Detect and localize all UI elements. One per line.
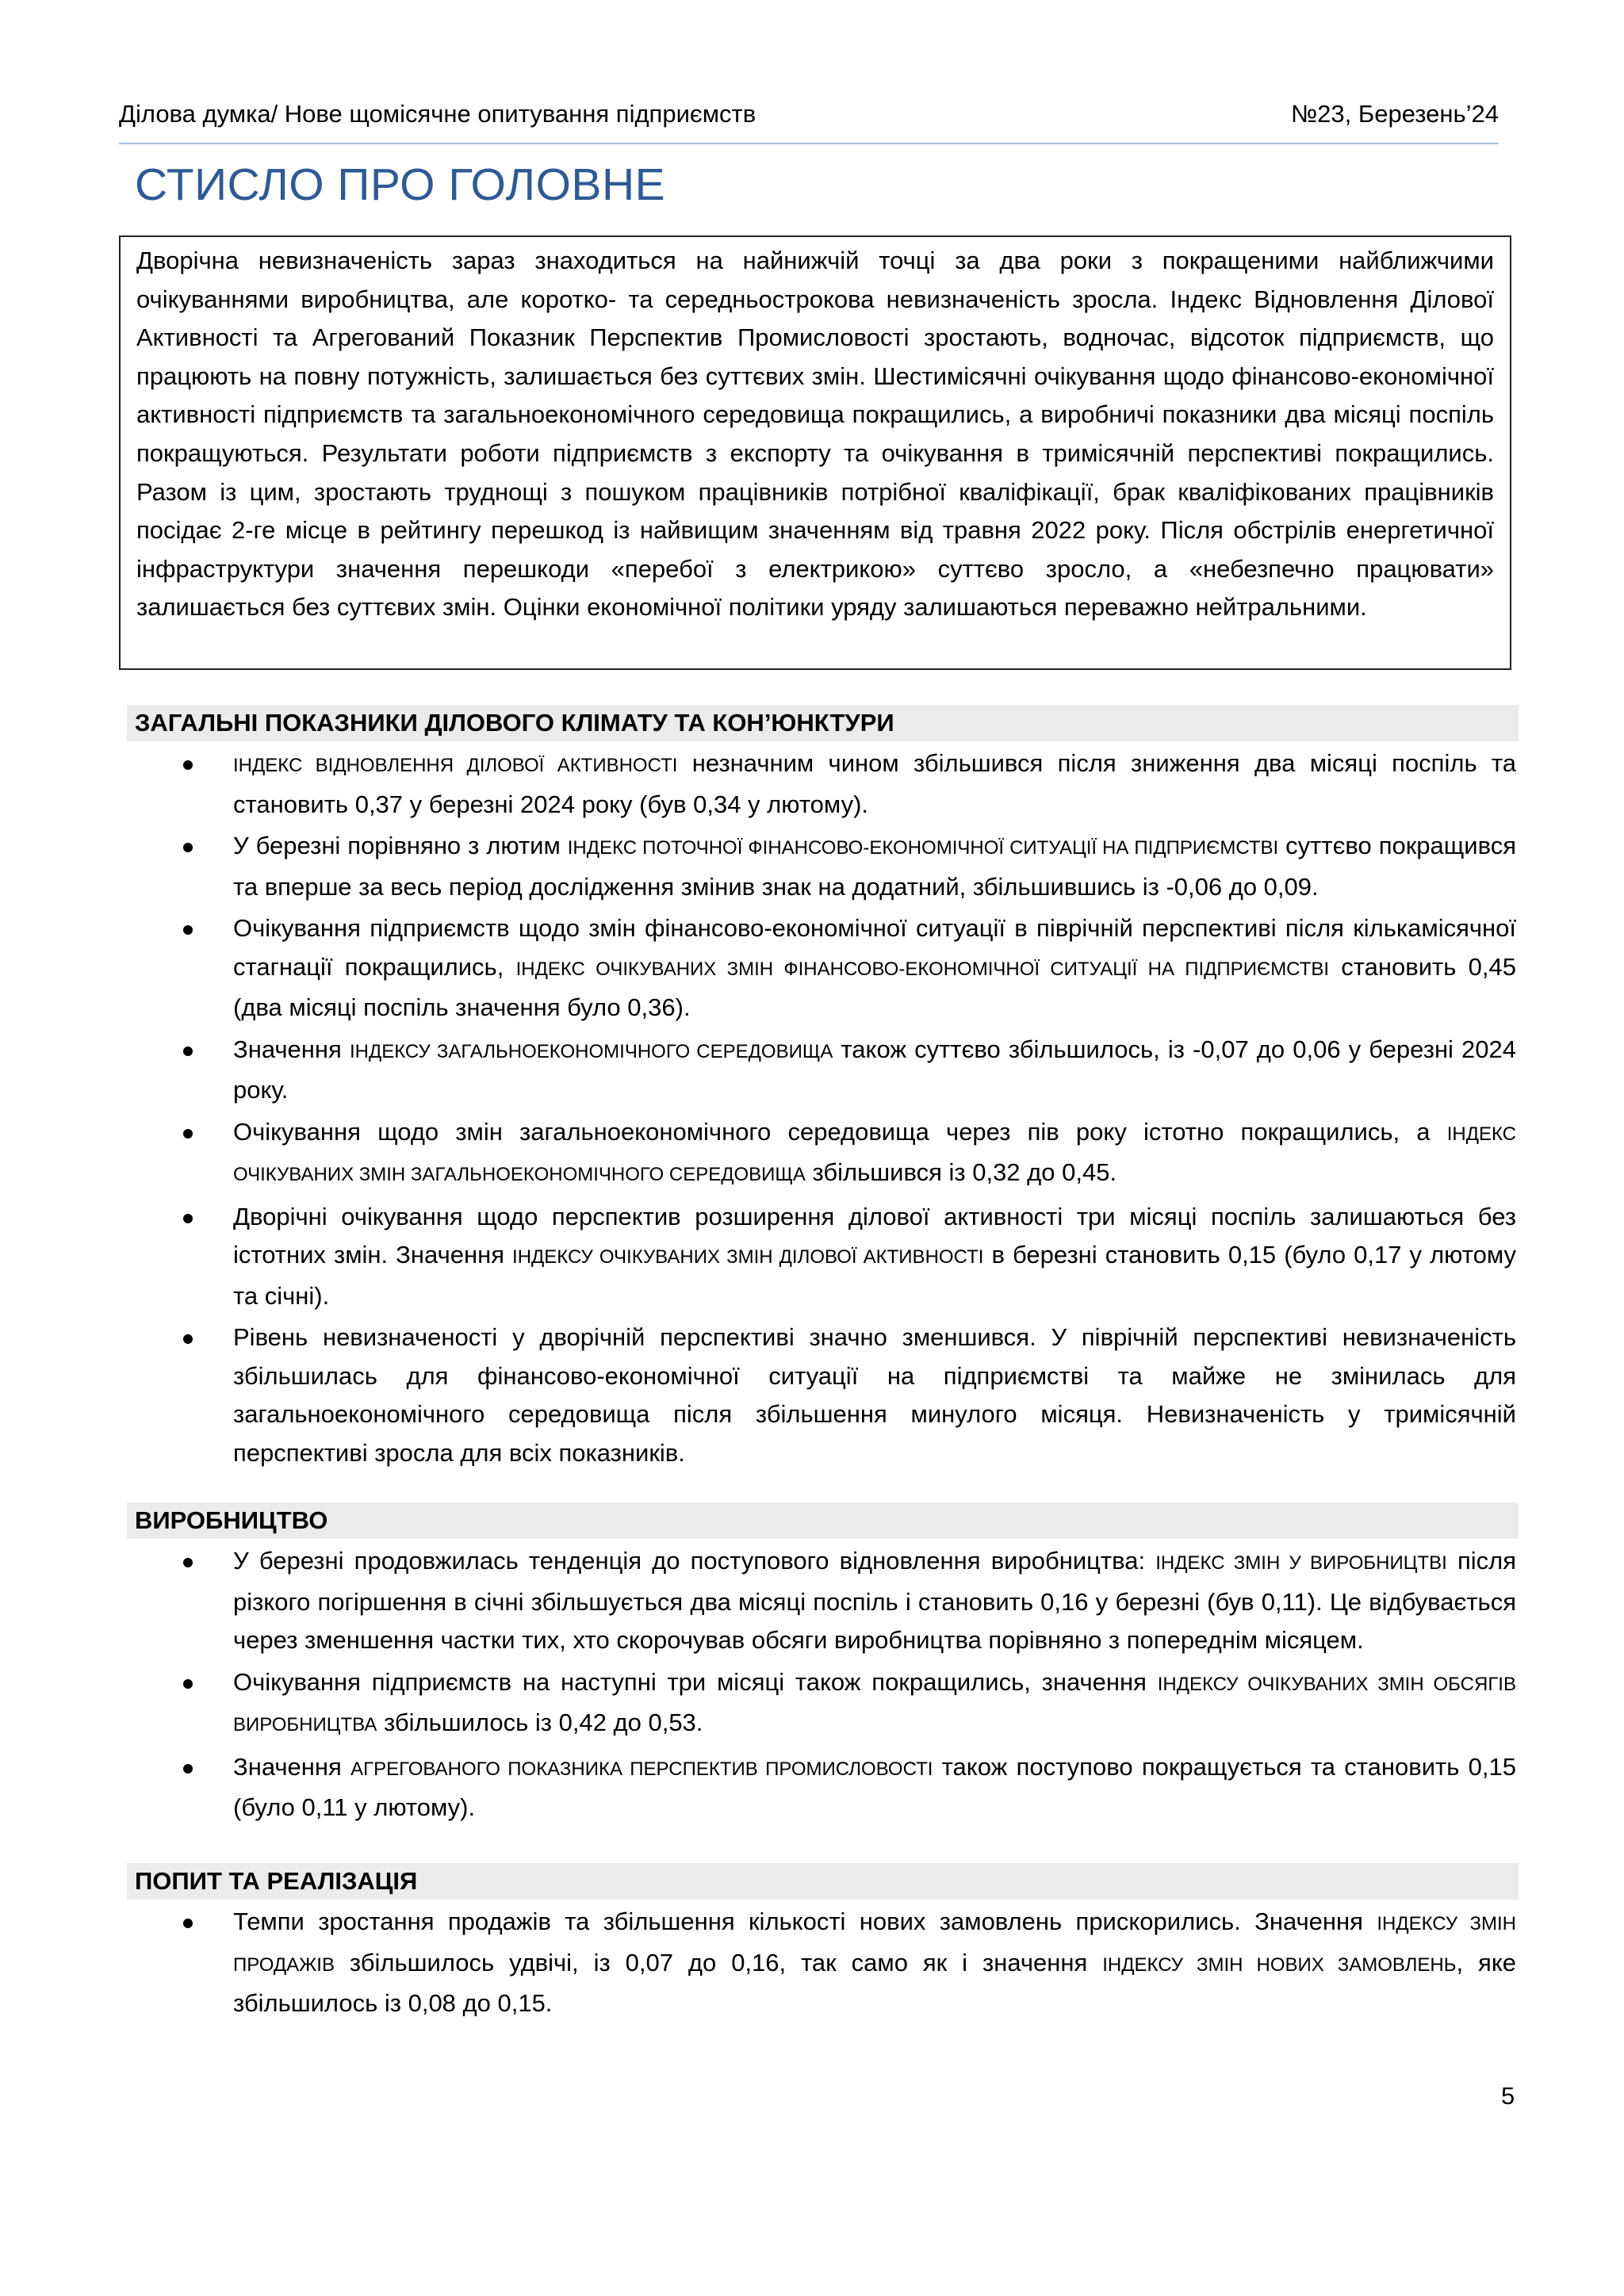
bullet-icon — [183, 1764, 193, 1774]
list-item: Очікування підприємств щодо змін фінансово-економічної ситуації в піврічній перспективі після кількамісячної стагнації покращились, ІНДЕКС ОЧІКУВАНИХ ЗМІН ФІНАНСОВО-ЕКОНОМІЧНОЇ СИТУАЦІЇ НА ПІДПРИЄМСТВІ становить 0,45 (два місяці поспіль значення було 0,36). — [127, 909, 1516, 1027]
list-item: Значення ІНДЕКСУ ЗАГАЛЬНОЕКОНОМІЧНОГО СЕРЕДОВИЩА також суттєво збільшилось, із -0,07 до 0,06 у березні 2024 року. — [127, 1031, 1516, 1110]
production-list — [127, 1542, 1516, 1831]
list-item: Очікування підприємств на наступні три місяці також покращились, значення ІНДЕКСУ ОЧІКУВАНИХ ЗМІН ОБСЯГІВ ВИРОБНИЦТВА збільшилось із 0,42 до 0,53. — [127, 1663, 1516, 1745]
bullet-icon — [183, 1919, 193, 1928]
bullet-icon — [183, 760, 193, 770]
page-number: 5 — [1501, 2082, 1515, 2110]
bullet-icon — [183, 925, 193, 935]
list-item: Очікування щодо змін загальноекономічного середовища через пів року істотно покращились, а ІНДЕКС ОЧІКУВАНИХ ЗМІН ЗАГАЛЬНОЕКОНОМІЧНОГО СЕРЕДОВИЩА збільшився із 0,32 до 0,45. — [127, 1113, 1516, 1195]
bullet-icon — [183, 1679, 193, 1689]
header-issue: №23, Березень’24 — [1290, 100, 1499, 128]
list-item: Рівень невизначеності у дворічній перспективі значно зменшився. У піврічній перспективі невизначеність збільшилась для фінансово-економічної ситуації на підприємстві та майже не змінилась для загальноекономічного середовища після збільшення минулого місяця. Невизначеність у тримісячній перспективі зросла для всіх показників. — [127, 1318, 1516, 1472]
bullet-icon — [183, 1334, 193, 1344]
bullet-icon — [183, 1047, 193, 1056]
page-title: СТИСЛО ПРО ГОЛОВНЕ — [135, 159, 666, 210]
section-heading-demand-sales: ПОПИТ ТА РЕАЛІЗАЦІЯ — [127, 1863, 1519, 1900]
summary-box: Дворічна невизначеність зараз знаходиться на найнижчій точці за два роки з покращеними найближчими очікуваннями виробництва, але коротко- та середньострокова невизначеність зросла. Індекс Відновлення Ділової Активності та Агрегований Показник Перспектив Промисловості зростають, водночас, відсоток підприємств, що працюють на повну потужність, залишається без суттєвих змін. Шестимісячні очікування щодо фінансово-економічної активності підприємств та загальноекономічного середовища покращились, а виробничі показники два місяці поспіль покращуються. Результати роботи підприємств з експорту та очікування в тримісячній перспективі покращились. Разом із цим, зростають труднощі з пошуком працівників потрібної кваліфікації, брак кваліфікованих працівників посідає 2-ге місце в рейтингу перешкод із найвищим значенням від травня 2022 року. Після обстрілів енергетичної інфраструктури значення перешкоди «перебої з електрикою» суттєво зросло, а «небезпечно працювати» залишається без суттєвих змін. Оцінки економічної політики уряду залишаються переважно нейтральними. — [119, 235, 1511, 670]
list-item: У березні порівняно з лютим ІНДЕКС ПОТОЧНОЇ ФІНАНСОВО-ЕКОНОМІЧНОЇ СИТУАЦІЇ НА ПІДПРИЄМСТВІ суттєво покращився та вперше за весь період дослідження змінив знак на додатний, збільшившись із -0,06 до 0,09. — [127, 827, 1516, 906]
bullet-icon — [183, 1214, 193, 1223]
list-item: У березні продовжилась тенденція до поступового відновлення виробництва: ІНДЕКС ЗМІН У ВИРОБНИЦТВІ після різкого погіршення в січні збільшується два місяці поспіль і становить 0,16 у березні (був 0,11). Це відбувається через зменшення частки тих, хто скорочував обсяги виробництва порівняно з попереднім місяцем. — [127, 1542, 1516, 1660]
bullet-icon — [183, 1129, 193, 1138]
bullet-icon — [183, 1558, 193, 1567]
list-item: ІНДЕКС ВІДНОВЛЕННЯ ДІЛОВОЇ АКТИВНОСТІ незначним чином збільшився після зниження два місяці поспіль та становить 0,37 у березні 2024 року (був 0,34 у лютому). — [127, 744, 1516, 824]
header-publication: Ділова думка/ Нове щомісячне опитування підприємств — [119, 100, 756, 128]
list-item: Дворічні очікування щодо перспектив розширення ділової активності три місяці поспіль залишаються без істотних змін. Значення ІНДЕКСУ ОЧІКУВАНИХ ЗМІН ДІЛОВОЇ АКТИВНОСТІ в березні становить 0,15 (було 0,17 у лютому та січні). — [127, 1198, 1516, 1316]
section-heading-production: ВИРОБНИЦТВО — [127, 1502, 1519, 1539]
list-item: Значення АГРЕГОВАНОГО ПОКАЗНИКА ПЕРСПЕКТИВ ПРОМИСЛОВОСТІ також поступово покращується та становить 0,15 (було 0,11 у лютому). — [127, 1748, 1516, 1827]
page-header — [119, 94, 1499, 144]
section-heading-business-climate: ЗАГАЛЬНІ ПОКАЗНИКИ ДІЛОВОГО КЛІМАТУ ТА КОН’ЮНКТУРИ — [127, 705, 1519, 741]
business-climate-list — [127, 744, 1516, 1475]
demand-sales-list — [127, 1903, 1516, 2026]
list-item: Темпи зростання продажів та збільшення кількості нових замовлень прискорились. Значення ІНДЕКСУ ЗМІН ПРОДАЖІВ збільшилось удвічі, із 0,07 до 0,16, так само як і значення ІНДЕКСУ ЗМІН НОВИХ ЗАМОВЛЕНЬ, яке збільшилось із 0,08 до 0,15. — [127, 1903, 1516, 2023]
bullet-icon — [183, 843, 193, 852]
